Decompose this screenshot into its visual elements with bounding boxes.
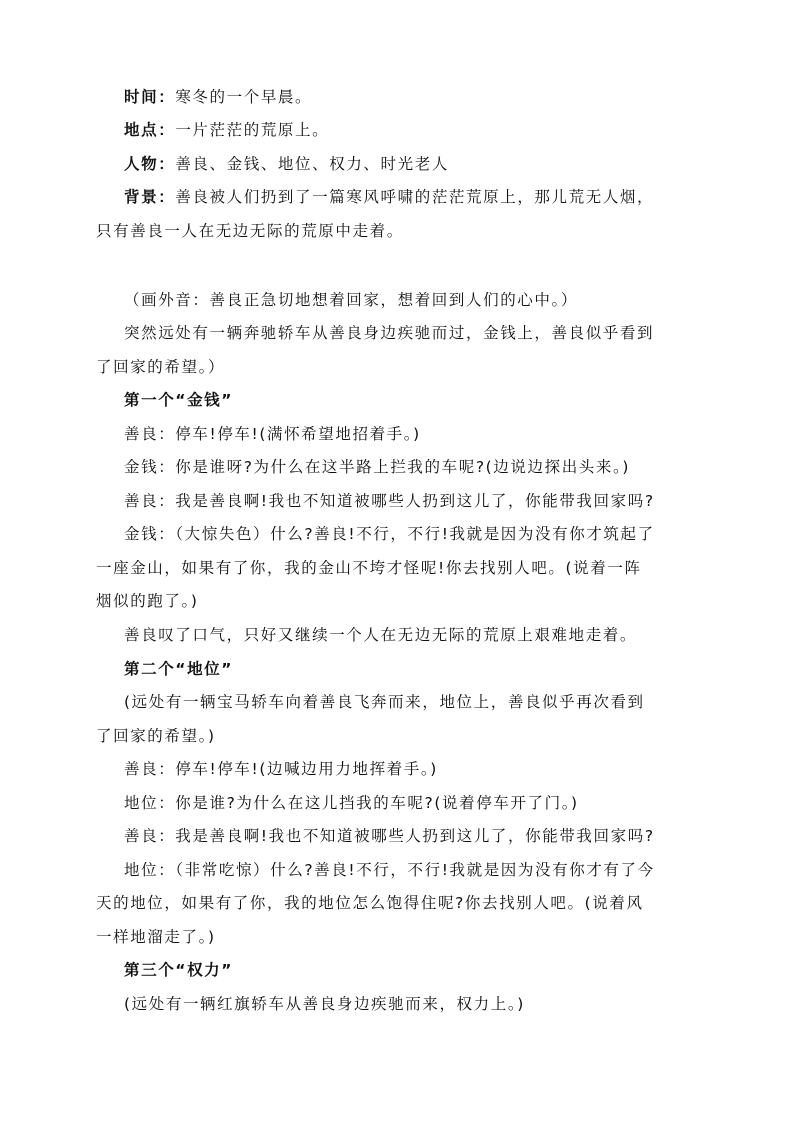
scene1-line-5: 善良叹了口气，只好又继续一个人在无边无际的荒原上艰难地走着。: [124, 626, 638, 644]
background-text-2: 只有善良一人在无边无际的荒原中走着。: [96, 222, 404, 240]
scene2-line-1b: 了回家的希望。): [96, 727, 216, 745]
scene2-line-1a: (远处有一辆宝马轿车向着善良飞奔而来，地位上，善良似乎再次看到: [124, 693, 645, 711]
scene2-line-5a: 地位：（非常吃惊）什么?善良!不行，不行!我就是因为没有你才有了今: [124, 861, 655, 879]
background-line: [124, 187, 654, 207]
place-text: 一片茫茫的荒原上。: [175, 121, 330, 139]
time-label: 时间：: [124, 88, 176, 106]
scene1-line-1: 善良：停车!停车!(满怀希望地招着手。): [124, 425, 421, 443]
scene3-line-1: (远处有一辆红旗轿车从善良身边疾驰而来，权力上。): [124, 995, 525, 1013]
background-label: 背景：: [124, 188, 176, 206]
scene1-line-4a: 金钱：（大惊失色）什么?善良!不行，不行!我就是因为没有你才筑起了: [124, 525, 655, 543]
characters-label: 人物：: [124, 155, 176, 173]
voiceover-line: （画外音：善良正急切地想着回家，想着回到人们的心中。）: [124, 291, 578, 309]
characters-line: [124, 154, 449, 174]
scene2-heading: 第二个“地位”: [124, 660, 234, 678]
scene1-line-4c: 烟似的跑了。): [96, 592, 199, 610]
scene2-line-5b: 天的地位，如果有了你，我的地位怎么饱得住呢?你去找别人吧。(说着风: [96, 894, 644, 912]
scene2-line-5c: 一样地溜走了。): [96, 928, 216, 946]
place-line: [124, 120, 329, 140]
time-text: 寒冬的一个早晨。: [175, 88, 313, 106]
scene2-line-2: 善良：停车!停车!(边喊边用力地挥着手。): [124, 760, 438, 778]
intro-line-2: 了回家的希望。）: [96, 358, 226, 376]
intro-line-1: 突然远处有一辆奔驰轿车从善良身边疾驰而过，金钱上，善良似乎看到: [124, 324, 655, 342]
time-line: [124, 87, 312, 107]
scene1-heading: 第一个“金钱”: [124, 391, 234, 409]
scene1-line-3: 善良：我是善良啊!我也不知道被哪些人扔到这儿了，你能带我回家吗?: [124, 492, 655, 510]
scene3-heading: 第三个“权力”: [124, 961, 234, 979]
characters-text: 善良、金钱、地位、权力、时光老人: [175, 155, 449, 173]
scene1-line-2: 金钱：你是谁呀?为什么在这半路上拦我的车呢?(边说边探出头来。): [124, 458, 630, 476]
scene2-line-3: 地位：你是谁?为什么在这儿挡我的车呢?(说着停车开了门。): [124, 794, 579, 812]
background-text-1: 善良被人们扔到了一篇寒风呼啸的茫茫荒原上，那儿荒无人烟，: [175, 188, 655, 206]
place-label: 地点：: [124, 121, 176, 139]
scene1-line-4b: 一座金山，如果有了你，我的金山不垮才怪呢!你去找别人吧。(说着一阵: [96, 559, 642, 577]
scene2-line-4: 善良：我是善良啊!我也不知道被哪些人扔到这儿了，你能带我回家吗?: [124, 827, 655, 845]
